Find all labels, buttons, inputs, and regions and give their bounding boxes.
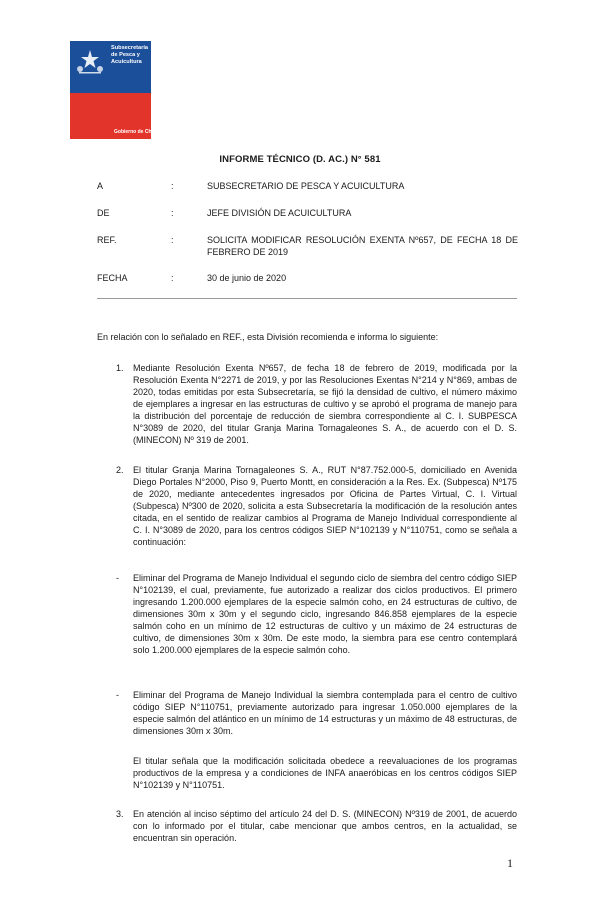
header-value: SUBSECRETARIO DE PESCA Y ACUICULTURA — [207, 181, 405, 191]
header-divider — [97, 298, 517, 299]
logo-red-block — [70, 93, 158, 139]
header-label: A — [97, 181, 104, 191]
page-number: 1 — [507, 856, 513, 870]
item-marker: - — [116, 573, 119, 583]
list-item: Mediante Resolución Exenta Nº657, de fecha 18 de febrero de 2019, modificada por la Resolución Exenta N°2271 de 2019, y por las Resoluciones Exentas N°214 y N°869, ambas de 2020, todas emitidas por esta Subsecretaría, se fijó la densidad de cultivo, el número máximo de ejemplares a ingresar en las estructuras de cultivo y se aprobó el programa de manejo para la distribución del porcentaje de reducción de siembra correspondiente al C. I. SUBPESCA N°3089 de 2020, del titular Granja Marina Tornagaleones S. A., de acuerdo con el D. S. (MINECON) Nº 319 de 2001. — [133, 363, 517, 445]
logo-government: Gobierno de Chile — [114, 129, 158, 135]
intro-paragraph: En relación con lo señalado en REF., esta División recomienda e informa lo siguiente: — [97, 332, 439, 342]
item-marker: 2. — [116, 465, 124, 475]
coat-of-arms-icon — [75, 47, 105, 75]
header-value: JEFE DIVISIÓN DE ACUICULTURA — [207, 208, 352, 218]
document-title: INFORME TÉCNICO (D. AC.) N° 581 — [219, 154, 381, 165]
government-logo — [70, 41, 158, 139]
header-label: REF. — [97, 235, 117, 245]
list-item: Eliminar del Programa de Manejo Individual el segundo ciclo de siembra del centro código SIEP N°102139, el cual, previamente, fue autorizado a realizar dos ciclos productivos. El primero ingresando 1.200.000 ejemplares de la especie salmón coho, en 24 estructuras de cultivo, de dimensiones 30m x 30m y el segundo ciclo, ingresando 846.858 ejemplares de la especie salmón coho en un mínimo de 12 estructuras de cultivo y un máximo de 24 estructuras de cultivo, de dimensiones 30m x 30m. De este modo, la siembra para ese centro contemplará solo 1.200.000 ejemplares de la especie salmón coho. — [133, 573, 517, 655]
list-item: El titular señala que la modificación solicitada obedece a reevaluaciones de los programas productivos de la empresa y a condiciones de INFA anaeróbicas en los centros códigos SIEP N°102139 y N°110751. — [133, 756, 517, 790]
item-marker: 3. — [116, 809, 124, 819]
logo-org-name: Subsecretaría de Pesca y Acuicultura — [111, 45, 149, 65]
item-marker: - — [116, 690, 119, 700]
header-label: FECHA — [97, 273, 128, 283]
logo-blue-block — [70, 41, 151, 93]
list-item: Eliminar del Programa de Manejo Individual la siembra contemplada para el centro de cultivo código SIEP N°110751, previamente autorizado para ingresar 1.050.000 ejemplares de la especie salmón del atlántico en un mínimo de 14 estructuras y un máximo de 48 estructuras, de dimensiones 30m x 30m. — [133, 690, 517, 736]
header-separator: : — [171, 208, 174, 218]
list-item: El titular Granja Marina Tornagaleones S. A., RUT N°87.752.000-5, domiciliado en Avenida Diego Portales N°2000, Piso 9, Puerto Montt, en consideración a la Res. Ex. (Subpesca) Nº175 de 2020, mediante antecedentes ingresados por Oficina de Partes Virtual, C. I. Virtual (Subpesca) Nº300 de 2020, solicita a esta Subsecretaría la modificación de la resolución antes citada, en el sentido de realizar cambios al Programa de Manejo Individual correspondiente al C. I. N°3089 de 2020, para los centros códigos SIEP N°102139 y N°110751, como se señala a continuación: — [133, 465, 517, 547]
header-value: SOLICITA MODIFICAR RESOLUCIÓN EXENTA Nº657, DE FECHA 18 DE FEBRERO DE 2019 — [207, 235, 518, 257]
header-value: 30 de junio de 2020 — [207, 273, 287, 283]
list-item: En atención al inciso séptimo del artículo 24 del D. S. (MINECON) Nº319 de 2001, de acuerdo con lo informado por el titular, cabe mencionar que ambos centros, en la actualidad, se encuentran sin operación. — [133, 809, 517, 843]
header-separator: : — [171, 181, 174, 191]
header-separator: : — [171, 235, 174, 245]
item-marker: 1. — [116, 363, 124, 373]
header-separator: : — [171, 273, 174, 283]
header-label: DE — [97, 208, 110, 218]
